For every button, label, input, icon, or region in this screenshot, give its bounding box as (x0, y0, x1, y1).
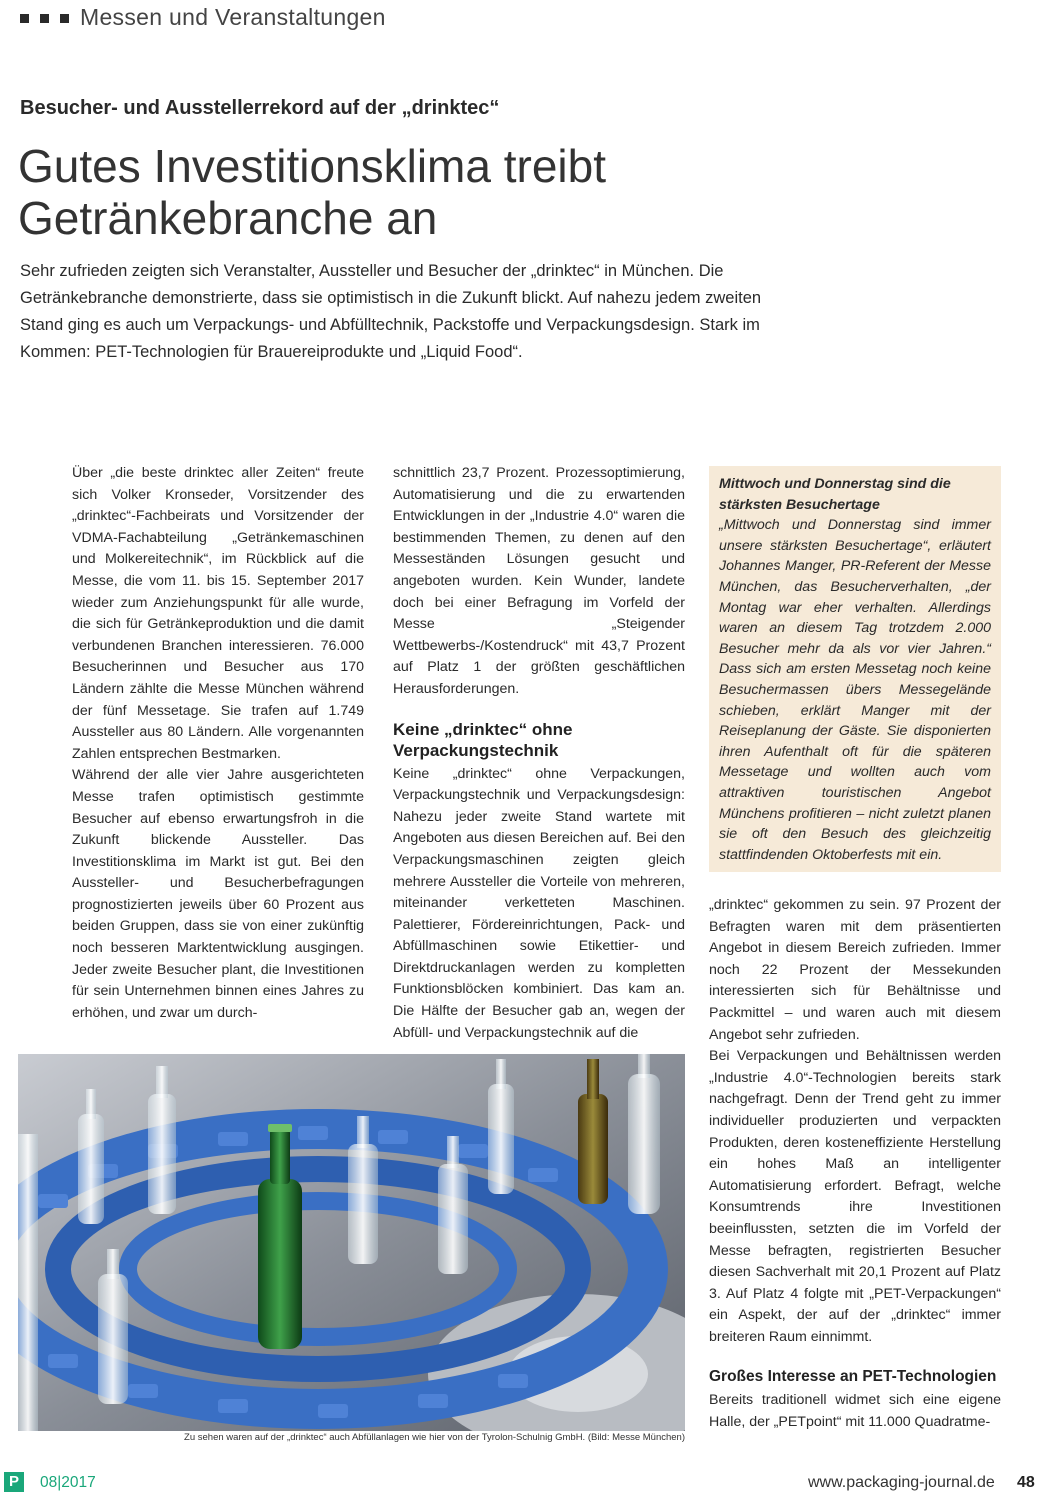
subheading: Keine „drinktec“ ohne Verpackungstechnik (393, 719, 573, 760)
square-bullet-icon (60, 14, 69, 23)
square-bullet-icon (20, 14, 29, 23)
article-column-2 (393, 463, 685, 1044)
filling-machine-photo (18, 1054, 685, 1431)
headline (18, 140, 778, 244)
paragraph: schnittlich 23,7 Prozent. Prozessoptimierung, Automatisierung und die zu erwartenden Entwicklungen in der „Industrie 4.0“ waren die bestimmenden Themen, zu denen auf den Messeständen Lösungen gesucht und angeboten wurden. Kein Wunder, landete doch bei einer Befragung im Vorfeld der Messe „Steigender Wettbewerbs-/Kostendruck“ mit 43,7 Prozent auf Platz 1 der größten geschäftlichen Herausforderungen. (393, 465, 685, 697)
section-title: Messen und Veranstaltungen (80, 4, 386, 30)
issue-number: 08|2017 (40, 1474, 96, 1491)
paragraph: Während der alle vier Jahre ausgerichteten Messe trafen optimistisch gestimmte Besucher auf ebenso erwartungsfroh in die Zukunft blickende Aussteller. Das Investitionsklima im Markt ist gut. Bei den Aussteller- und Besucherbefragungen prognostizierten jeweils über 60 Prozent aus beiden Gruppen, dass sie von einer zukünftig noch besseren Marktentwicklung ausgingen. Jeder zweite Besucher plant, die Investitionen für sein Unternehmen binnen eines Jahres zu erhöhen, und zwar um durch- (72, 767, 364, 1021)
headline-line-2: Getränkebranche an (18, 192, 438, 244)
sidebar-box (709, 466, 1001, 872)
journal-logo-icon: P (4, 1472, 24, 1492)
article-photo (18, 1054, 685, 1431)
section-header (20, 4, 386, 31)
paragraph: Bei Verpackungen und Behältnissen werden „Industrie 4.0“-Technologien bereits stark nachgefragt. Denn der Trend geht zu immer individueller produzierten und verpackten Produkten, deren kosteneffiziente Herstellung ein hohes Maß an intelligenter Automatisierung erfordert. Befragt, welche Konsumtrends ihre Investitionen beeinflussten, setzten die im Vorfeld der Messe befragten, registrierten Besucher diesen Sachverhalt mit 20,1 Prozent auf Platz 3. Auf Platz 4 folgte mit „PET-Verpackungen“ ein Aspekt, der auf der „drinktec“ immer breiteren Raum einnimmt. (709, 1048, 1001, 1345)
article-column-1 (72, 463, 364, 1024)
paragraph: Keine „drinktec“ ohne Verpackungen, Verpackungstechnik und Verpackungsdesign: Nahezu jeder zweite Stand wartete mit Angeboten aus diesen Bereichen auf. Bei den Verpackungsmaschinen zeigten gleich mehrere Aussteller die Vorteile von mehreren, miteinander verketteten Maschinen. Palettierer, Fördereinrichtungen, Pack- und Abfüllmaschinen sowie Etikettier- und Direktdruckanlagen werden zu kompletten Funktionsblöcken kombiniert. Das kam an. Die Hälfte der Besucher gab an, wegen der Abfüll- und Verpackungstechnik auf die (393, 765, 685, 1041)
sidebar-heading: Mittwoch und Donnerstag sind die stärksten Besuchertage (719, 476, 951, 513)
headline-line-1: Gutes Investitionsklima treibt (18, 140, 607, 192)
subheading: Großes Interesse an PET-Technologien (709, 1368, 997, 1386)
article-column-3 (709, 895, 1001, 1433)
website-link[interactable]: www.packaging-journal.de (808, 1474, 995, 1491)
paragraph: Bereits traditionell widmet sich eine eigene Halle, der „PETpoint“ mit 11.000 Quadratme- (709, 1392, 1001, 1430)
paragraph: „drinktec“ gekommen zu sein. 97 Prozent der Befragten waren mit dem präsentierten Angebot in diesem Bereich zufrieden. Immer noch 22 Prozent der Messekunden interessierten sich für Behältnisse und Packmittel – und waren auch mit diesem Angebot sehr zufrieden. (709, 897, 1001, 1043)
square-bullet-icon (40, 14, 49, 23)
photo-caption: Zu sehen waren auf der „drinktec“ auch Abfüllanlagen wie hier von der Tyrolon-Schulnig GmbH. (Bild: Messe München) (184, 1432, 685, 1443)
lead-paragraph: Sehr zufrieden zeigten sich Veranstalter, Aussteller und Besucher der „drinktec“ in München. Die Getränkebranche demonstrierte, dass sie optimistisch in die Zukunft blickt. Auf nahezu jedem zweiten Stand ging es auch um Verpackungs- und Abfülltechnik, Packstoffe und Verpackungsdesign. Stark im Kommen: PET-Technologien für Brauereiprodukte und „Liquid Food“. (20, 262, 762, 361)
sidebar-text: „Mittwoch und Donnerstag sind immer unsere stärksten Besuchertage“, erläutert Johannes Manger, PR-Referent der Messe München, das Besucherverhalten, „der Montag war eher verhalten. Allerdings waren an diesem Tag trotzdem 2.000 Besucher mehr da als vor vier Jahren.“ Dass sich am ersten Messetag noch keine Besuchermassen übers Messegelände schieben, erklärt Manger mit der Reiseplanung der Gäste. Sie disponierten ihren Aufenthalt oft für die späteren Messetage und wollten auch vom attraktiven touristischen Angebot Münchens profitieren – nicht zuletzt planen sie oft den Besuch des gleichzeitig stattfindenden Oktoberfests mit ein. (719, 517, 991, 863)
paragraph: Über „die beste drinktec aller Zeiten“ freute sich Volker Kronseder, Vorsitzender des „drinktec“-Fachbeirats und Vorsitzender der VDMA-Fachabteilung „Getränkemaschinen und Molkereitechnik“, im Rückblick auf die Messe, die vom 11. bis 15. September 2017 wieder zum Anziehungspunkt für alle wurde, die sich für Getränkeproduktion und die damit verbundenen Branchen interessieren. 76.000 Besucherinnen und Besucher aus 170 Ländern zählte die Messe München während der fünf Messetage. Sie trafen auf 1.749 Aussteller aus 80 Ländern. Alle vorgenannten Zahlen entsprechen Bestmarken. (72, 465, 364, 762)
kicker: Besucher- und Ausstellerrekord auf der „drinktec“ (20, 97, 500, 119)
page-number: 48 (1017, 1474, 1035, 1491)
